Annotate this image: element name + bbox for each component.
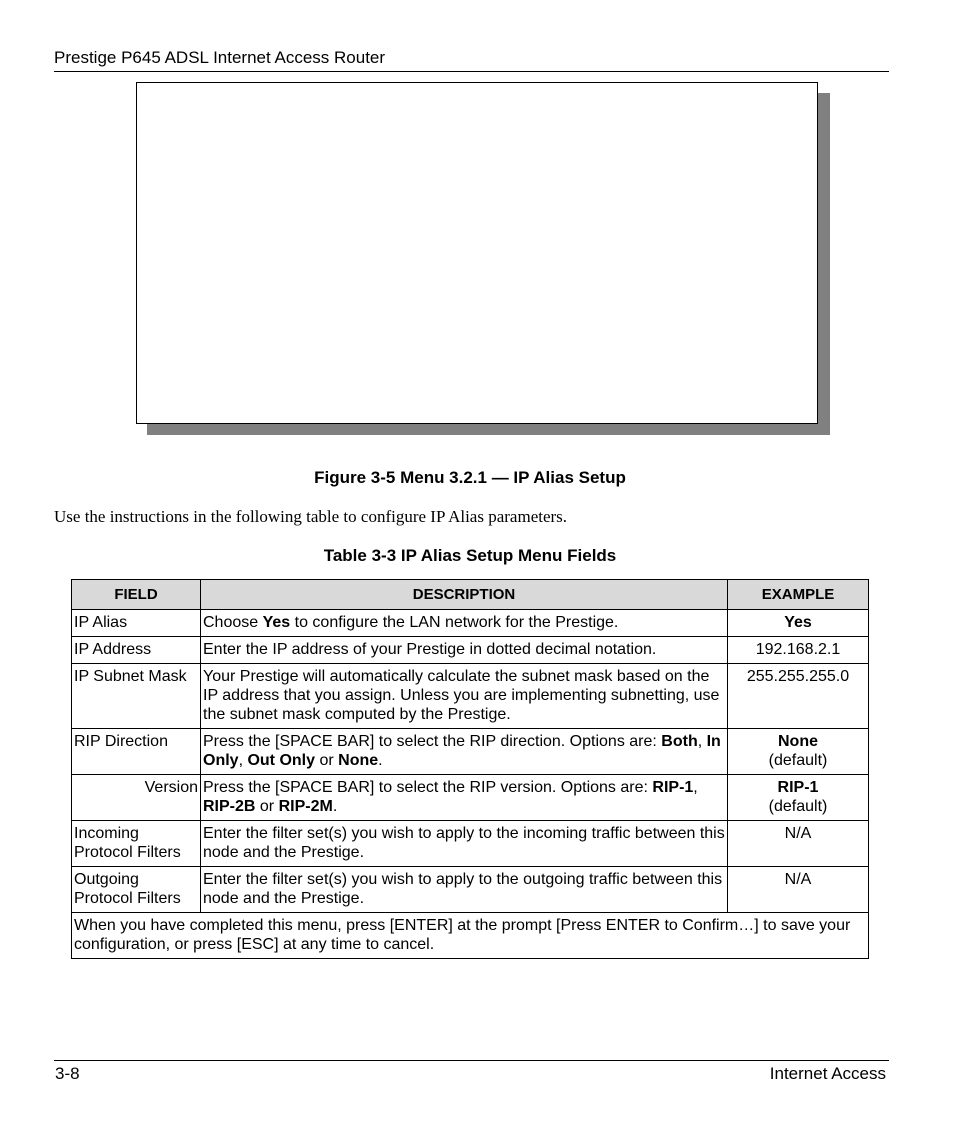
figure-screen-box: [136, 82, 818, 424]
header-example: EXAMPLE: [728, 580, 869, 610]
description-cell: Enter the filter set(s) you wish to apply to the outgoing traffic between this node and the Prestige.: [201, 867, 728, 913]
description-cell: Enter the IP address of your Prestige in dotted decimal notation.: [201, 637, 728, 664]
description-cell: Enter the filter set(s) you wish to apply to the incoming traffic between this node and the Prestige.: [201, 821, 728, 867]
figure-caption: Figure 3-5 Menu 3.2.1 — IP Alias Setup: [314, 468, 626, 487]
example-cell: N/A: [728, 867, 869, 913]
table-row: [72, 821, 869, 867]
table-row: [72, 664, 869, 729]
table-row: [72, 610, 869, 637]
header-rule: [54, 71, 889, 72]
field-cell: IP Address: [72, 637, 201, 664]
description-cell: Choose Yes to configure the LAN network for the Prestige.: [201, 610, 728, 637]
table-note: When you have completed this menu, press [ENTER] at the prompt [Press ENTER to Confirm…] to save your configuration, or press [ESC] at any time to cancel.: [72, 913, 869, 959]
example-cell: None (default): [728, 729, 869, 775]
ip-alias-fields-table: [71, 579, 869, 959]
field-cell: Incoming Protocol Filters: [72, 821, 201, 867]
header-description: DESCRIPTION: [201, 580, 728, 610]
running-header: Prestige P645 ADSL Internet Access Router: [54, 48, 386, 67]
intro-paragraph: Use the instructions in the following table to configure IP Alias parameters.: [54, 507, 568, 526]
description-cell: Your Prestige will automatically calculate the subnet mask based on the IP address that you assign. Unless you are implementing subnetting, use the subnet mask computed by the Prestige.: [201, 664, 728, 729]
description-cell: Press the [SPACE BAR] to select the RIP direction. Options are: Both, In Only, Out Only or None.: [201, 729, 728, 775]
field-cell: Outgoing Protocol Filters: [72, 867, 201, 913]
chapter-title: Internet Access: [769, 1064, 886, 1083]
table-note-row: [72, 913, 869, 959]
field-cell: IP Alias: [72, 610, 201, 637]
page-number: 3-8: [55, 1064, 80, 1083]
field-cell: IP Subnet Mask: [72, 664, 201, 729]
example-cell: N/A: [728, 821, 869, 867]
header-field: FIELD: [72, 580, 201, 610]
table-header-row: [72, 580, 869, 610]
description-cell: Press the [SPACE BAR] to select the RIP version. Options are: RIP-1, RIP-2B or RIP-2M.: [201, 775, 728, 821]
footer-rule: [54, 1060, 889, 1061]
example-cell: 192.168.2.1: [728, 637, 869, 664]
table-row: [72, 867, 869, 913]
table-row: [72, 775, 869, 821]
table-row: [72, 729, 869, 775]
example-cell: 255.255.255.0: [728, 664, 869, 729]
table-row: [72, 637, 869, 664]
field-cell: Version: [72, 775, 201, 821]
table-caption: Table 3-3 IP Alias Setup Menu Fields: [323, 546, 617, 565]
field-cell: RIP Direction: [72, 729, 201, 775]
example-cell: Yes: [728, 610, 869, 637]
example-cell: RIP-1 (default): [728, 775, 869, 821]
